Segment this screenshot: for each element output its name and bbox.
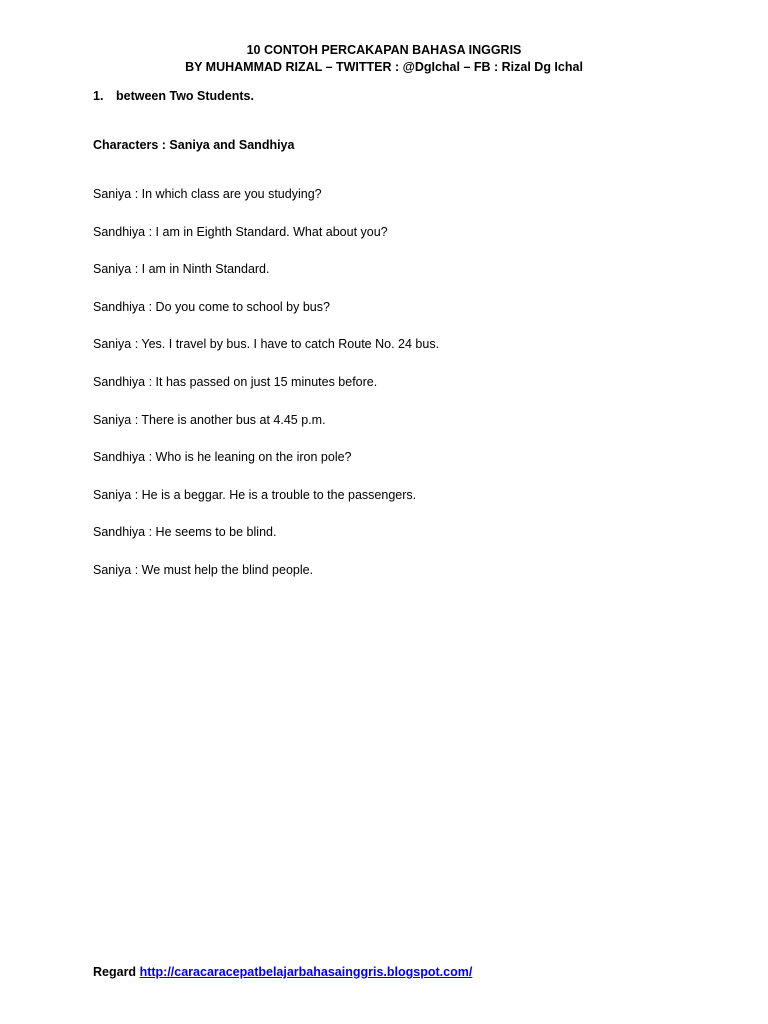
- dialogue-line: Saniya : Yes. I travel by bus. I have to catch Route No. 24 bus.: [93, 337, 440, 352]
- document-title: 10 CONTOH PERCAKAPAN BAHASA INGGRIS: [246, 43, 522, 57]
- characters-line: Characters : Saniya and Sandhiya: [93, 138, 295, 152]
- dialogue-line: Sandhiya : It has passed on just 15 minutes before.: [93, 374, 378, 389]
- dialogue-line: Saniya : In which class are you studying?: [93, 187, 322, 201]
- footer-label: Regard: [93, 965, 137, 979]
- dialogue-line: Sandhiya : Who is he leaning on the iron pole?: [93, 450, 352, 465]
- dialogue-line: Saniya : We must help the blind people.: [93, 562, 314, 577]
- section-number: 1.: [93, 89, 104, 103]
- dialogue-list: [93, 186, 439, 600]
- dialogue-line: Saniya : I am in Ninth Standard.: [93, 262, 270, 277]
- section-heading: [93, 88, 254, 104]
- document-author-line: BY MUHAMMAD RIZAL – TWITTER : @DgIchal – FB : Rizal Dg Ichal: [185, 60, 583, 74]
- section-title: between Two Students.: [116, 89, 254, 103]
- blog-link[interactable]: http://caracaracepatbelajarbahasainggris.blogspot.com/: [139, 965, 473, 979]
- footer: [93, 964, 472, 980]
- dialogue-line: Sandhiya : He seems to be blind.: [93, 525, 277, 540]
- dialogue-line: Sandhiya : I am in Eighth Standard. What about you?: [93, 224, 388, 239]
- dialogue-line: Sandhiya : Do you come to school by bus?: [93, 299, 330, 314]
- dialogue-line: Saniya : There is another bus at 4.45 p.m.: [93, 412, 326, 427]
- dialogue-line: Saniya : He is a beggar. He is a trouble to the passengers.: [93, 487, 417, 502]
